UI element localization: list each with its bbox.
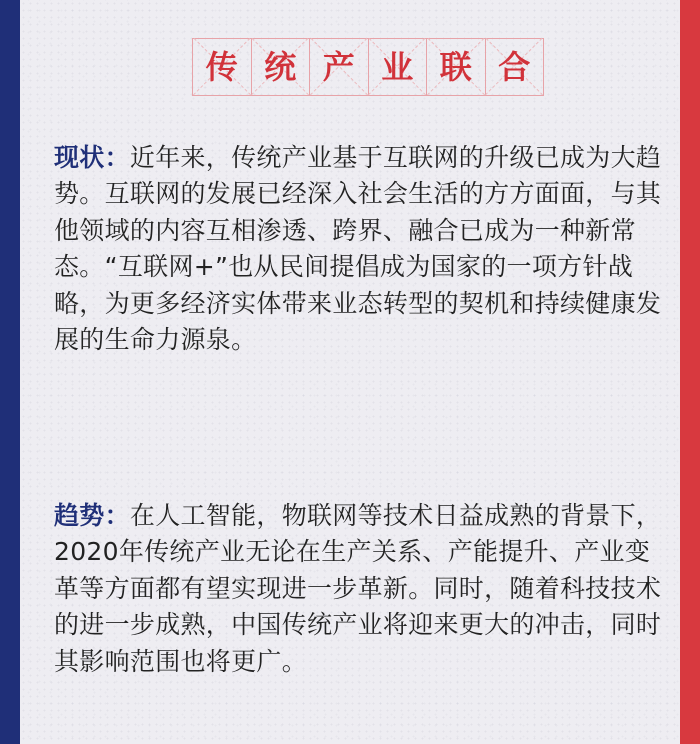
title-char: 统: [264, 48, 297, 86]
title-char: 产: [322, 48, 355, 86]
title-cell: [252, 39, 311, 95]
title-cell: [427, 39, 486, 95]
title-cell: [486, 39, 544, 95]
title-char: 传: [205, 48, 238, 86]
title-char: 业: [381, 48, 414, 86]
left-blue-border: [0, 0, 20, 744]
trend-paragraph: [54, 498, 666, 680]
status-paragraph: [54, 140, 666, 358]
title-cell: [193, 39, 252, 95]
trend-label: 趋势：: [54, 501, 130, 530]
paper-background: [20, 0, 680, 744]
status-label: 现状：: [54, 143, 130, 172]
status-text: 近年来，传统产业基于互联网的升级已成为大趋势。互联网的发展已经深入社会生活的方方面面，与其他领域的内容互相渗透、跨界、融合已成为一种新常态。“互联网+”也从民间提倡成为国家的一项方针战略，为更多经济实体带来业态转型的契机和持续健康发展的生命力源泉。: [54, 143, 662, 355]
right-red-border: [680, 0, 700, 744]
title-cell: [369, 39, 428, 95]
title-char: 合: [498, 48, 531, 86]
title-cell: [310, 39, 369, 95]
title-char: 联: [439, 48, 472, 86]
page-title: [192, 38, 544, 96]
trend-text: 在人工智能，物联网等技术日益成熟的背景下，2020年传统产业无论在生产关系、产能提升、产业变革等方面都有望实现进一步革新。同时，随着科技技术的进一步成熟，中国传统产业将迎来更大的冲击，同时其影响范围也将更广。: [54, 501, 662, 676]
